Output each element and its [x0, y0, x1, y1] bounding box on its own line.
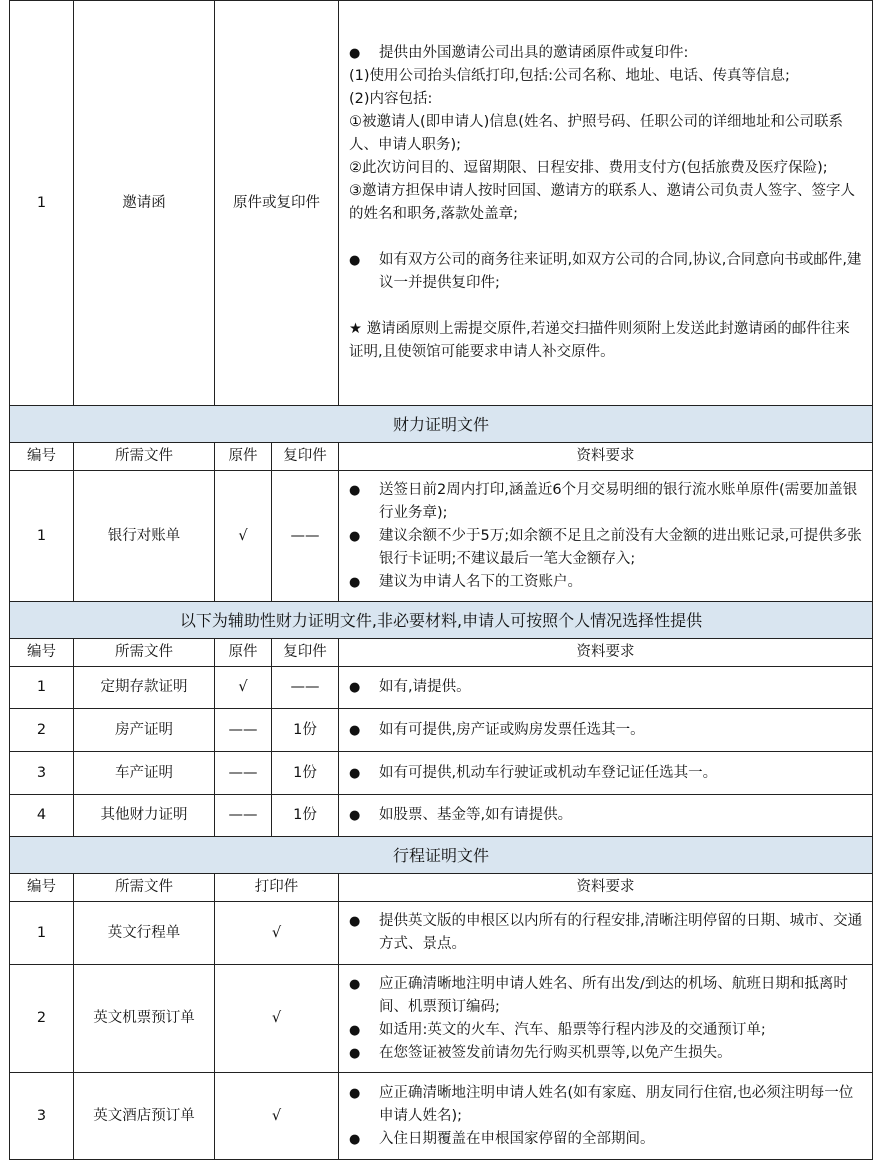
bullet-item: ● 建议为申请人名下的工资账户。 [349, 571, 864, 594]
row-number: 1 [10, 471, 74, 602]
bullet-item: ● 如适用:英文的火车、汽车、船票等行程内涉及的交通预订单; [349, 1019, 864, 1042]
col-header-requirements: 资料要求 [339, 639, 873, 667]
star-note: ★ 邀请函原则上需提交原件,若递交扫描件则须附上发送此封邀请函的邮件往来证明,且使领馆可能要求申请人补交原件。 [349, 321, 850, 360]
requirements-cell [339, 667, 873, 709]
copy-mark: 1份 [272, 752, 339, 795]
copy-type: 原件或复印件 [215, 1, 339, 406]
document-name: 定期存款证明 [74, 667, 215, 709]
bullet-item: ● 提供由外国邀请公司出具的邀请函原件或复印件: [349, 42, 864, 65]
col-header-original: 原件 [215, 443, 272, 471]
original-mark: √ [215, 471, 272, 602]
req-line: (1)使用公司抬头信纸打印,包括:公司名称、地址、电话、传真等信息; [349, 68, 790, 84]
print-mark: √ [215, 1073, 339, 1160]
requirements-cell [339, 471, 873, 602]
document-name: 英文酒店预订单 [74, 1073, 215, 1160]
document-name: 英文行程单 [74, 902, 215, 965]
col-header-original: 原件 [215, 639, 272, 667]
col-header-doc: 所需文件 [74, 639, 215, 667]
requirements-cell [339, 709, 873, 752]
requirements-cell [339, 1073, 873, 1160]
table-row [10, 709, 873, 752]
col-header-requirements: 资料要求 [339, 443, 873, 471]
copy-mark: 1份 [272, 795, 339, 837]
section-header-aux-finance [10, 602, 873, 639]
bullet-item: ● 应正确清晰地注明申请人姓名、所有出发/到达的机场、航班日期和抵离时间、机票预订编码; [349, 973, 864, 1019]
table-row [10, 902, 873, 965]
row-number: 2 [10, 709, 74, 752]
req-line: ①被邀请人(即申请人)信息(姓名、护照号码、任职公司的详细地址和公司联系人、申请人职务); [349, 114, 843, 153]
table-row [10, 752, 873, 795]
print-mark: √ [215, 902, 339, 965]
document-name: 车产证明 [74, 752, 215, 795]
col-header-copy: 复印件 [272, 443, 339, 471]
section-title: 以下为辅助性财力证明文件,非必要材料,申请人可按照个人情况选择性提供 [10, 602, 873, 639]
original-mark: —— [215, 709, 272, 752]
section-title: 财力证明文件 [10, 406, 873, 443]
row-number: 3 [10, 1073, 74, 1160]
bullet-item: ● 如有双方公司的商务往来证明,如双方公司的合同,协议,合同意向书或邮件,建议一并提供复印件; [349, 249, 864, 295]
row-number: 1 [10, 667, 74, 709]
col-header-no: 编号 [10, 874, 74, 902]
bullet-item: ● 应正确清晰地注明申请人姓名(如有家庭、朋友同行住宿,也必须注明每一位申请人姓名); [349, 1082, 864, 1128]
col-header-no: 编号 [10, 443, 74, 471]
bullet-item: ● 送签日前2周内打印,涵盖近6个月交易明细的银行流水账单原件(需要加盖银行业务章); [349, 479, 864, 525]
document-name: 英文机票预订单 [74, 965, 215, 1073]
section-title: 行程证明文件 [10, 837, 873, 874]
document-name: 房产证明 [74, 709, 215, 752]
document-name: 银行对账单 [74, 471, 215, 602]
visa-document-table [9, 0, 873, 1160]
requirements-cell [339, 795, 873, 837]
table-row [10, 795, 873, 837]
bullet-item: ● 入住日期覆盖在申根国家停留的全部期间。 [349, 1128, 864, 1151]
col-header-doc: 所需文件 [74, 874, 215, 902]
bullet-item: ● 如有,请提供。 [349, 676, 864, 699]
bullet-item: ● 建议余额不少于5万;如余额不足且之前没有大金额的进出账记录,可提供多张银行卡证明;不建议最后一笔大金额存入; [349, 525, 864, 571]
copy-mark: —— [272, 667, 339, 709]
requirements-cell [339, 902, 873, 965]
row-number: 3 [10, 752, 74, 795]
section-header-finance [10, 406, 873, 443]
original-mark: —— [215, 752, 272, 795]
requirements-cell [339, 1, 873, 406]
req-line: ②此次访问目的、逗留期限、日程安排、费用支付方(包括旅费及医疗保险); [349, 160, 828, 176]
col-header-print: 打印件 [215, 874, 339, 902]
col-header-requirements: 资料要求 [339, 874, 873, 902]
document-name: 其他财力证明 [74, 795, 215, 837]
column-header-row [10, 639, 873, 667]
table-row [10, 965, 873, 1073]
bullet-item: ● 在您签证被签发前请勿先行购买机票等,以免产生损失。 [349, 1042, 864, 1065]
requirements-cell [339, 752, 873, 795]
section-header-itinerary [10, 837, 873, 874]
col-header-copy: 复印件 [272, 639, 339, 667]
bullet-item: ● 如有可提供,机动车行驶证或机动车登记证任选其一。 [349, 762, 864, 785]
copy-mark: 1份 [272, 709, 339, 752]
table-row [10, 1073, 873, 1160]
print-mark: √ [215, 965, 339, 1073]
table-row [10, 471, 873, 602]
copy-mark: —— [272, 471, 339, 602]
column-header-row [10, 443, 873, 471]
col-header-no: 编号 [10, 639, 74, 667]
bullet-item: ● 如有可提供,房产证或购房发票任选其一。 [349, 719, 864, 742]
bullet-item: ● 提供英文版的申根区以内所有的行程安排,清晰注明停留的日期、城市、交通方式、景点。 [349, 910, 864, 956]
column-header-row [10, 874, 873, 902]
row-number: 1 [10, 1, 74, 406]
col-header-doc: 所需文件 [74, 443, 215, 471]
table-row [10, 667, 873, 709]
req-line: (2)内容包括: [349, 91, 433, 107]
requirements-cell [339, 965, 873, 1073]
document-name: 邀请函 [74, 1, 215, 406]
row-number: 4 [10, 795, 74, 837]
original-mark: —— [215, 795, 272, 837]
bullet-item: ● 如股票、基金等,如有请提供。 [349, 804, 864, 827]
original-mark: √ [215, 667, 272, 709]
row-number: 1 [10, 902, 74, 965]
row-number: 2 [10, 965, 74, 1073]
req-line: ③邀请方担保申请人按时回国、邀请方的联系人、邀请公司负责人签字、签字人的姓名和职务,落款处盖章; [349, 183, 855, 222]
invitation-row [10, 1, 873, 406]
